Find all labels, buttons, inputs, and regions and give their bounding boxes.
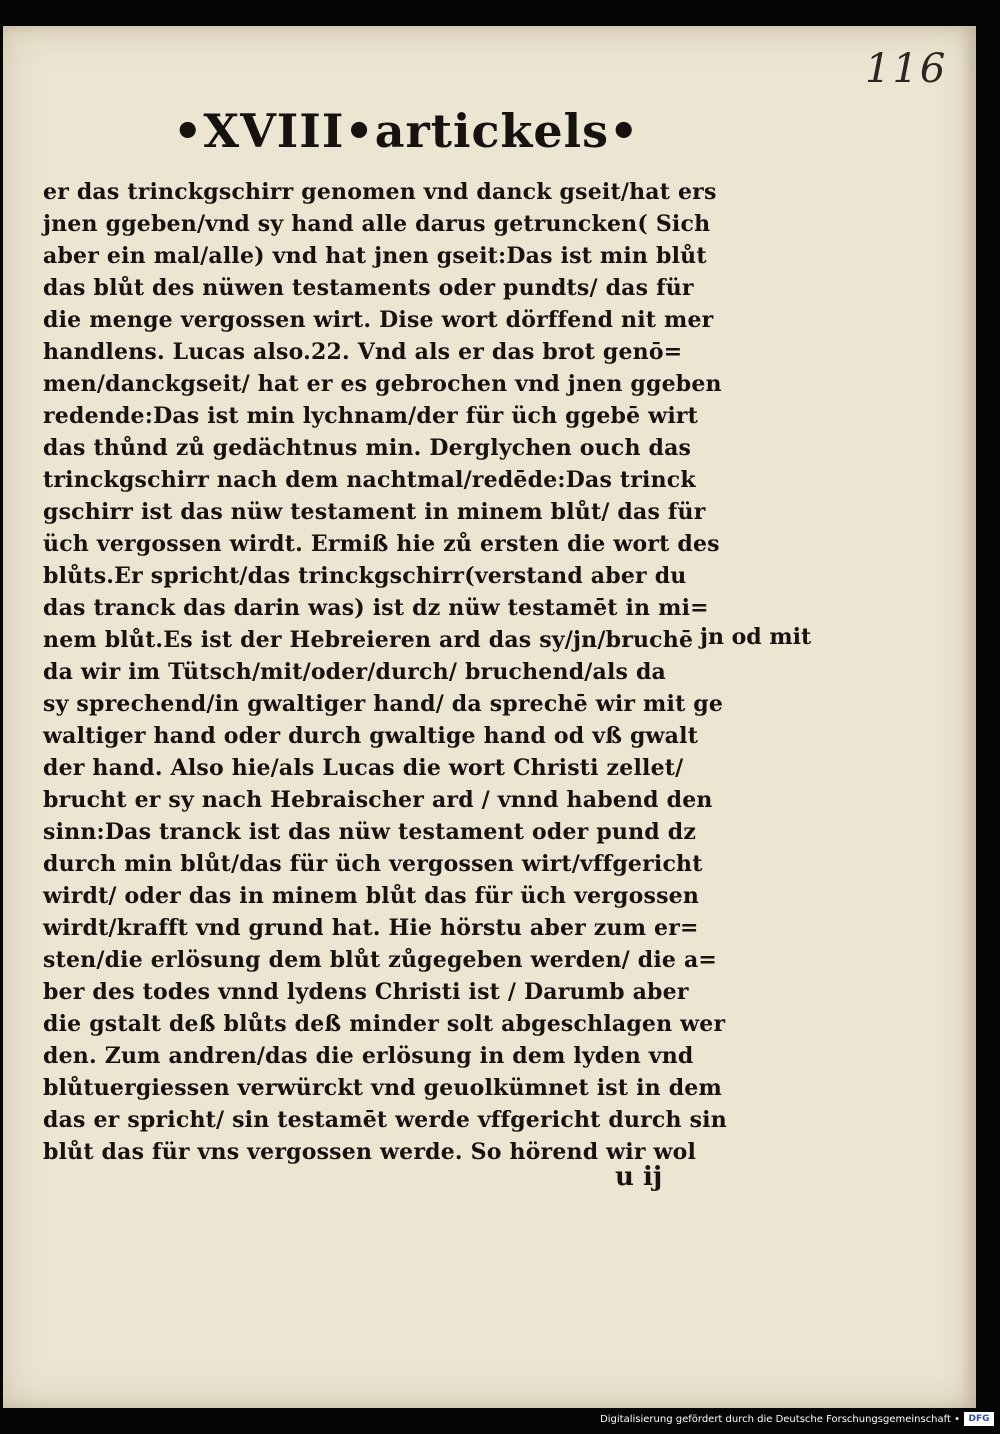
margin-note: jn od mit: [700, 624, 812, 650]
text-line: blůts.Er spricht/das trinckgschirr(verstand aber du: [43, 563, 687, 589]
text-line: blůtuergiessen verwürckt vnd geuolkümnet ist in dem: [43, 1075, 722, 1101]
text-line: sten/die erlösung dem blůt zůgegeben werden/ die a=: [43, 947, 718, 973]
text-line: nem blůt.Es ist der Hebreieren ard das sy/jn/bruchē: [43, 627, 694, 653]
text-line: handlens. Lucas also.22. Vnd als er das brot genō=: [43, 339, 683, 365]
text-line: sinn:Das tranck ist das nüw testament oder pund dz: [43, 819, 697, 845]
text-line: wirdt/ oder das in minem blůt das für üch vergossen: [43, 883, 700, 909]
text-line: die menge vergossen wirt. Dise wort dörffend nit mer: [43, 307, 714, 333]
text-line: da wir im Tütsch/mit/oder/durch/ bruchend/als da: [43, 659, 667, 685]
folio-number: 116: [865, 46, 948, 92]
text-line: gschirr ist das nüw testament in minem blůt/ das für: [43, 499, 706, 525]
text-line: das thůnd zů gedächtnus min. Derglychen ouch das: [43, 435, 692, 461]
text-line: üch vergossen wirdt. Ermiß hie zů ersten die wort des: [43, 531, 720, 557]
text-line: die gstalt deß blůts deß minder solt abgeschlagen wer: [43, 1011, 726, 1037]
page-heading: •XVIII•artickels•: [173, 104, 640, 158]
text-line: waltiger hand oder durch gwaltige hand od vß gwalt: [43, 723, 699, 749]
text-line: men/danckgseit/ hat er es gebrochen vnd jnen ggeben: [43, 371, 722, 397]
text-line: der hand. Also hie/als Lucas die wort Christi zellet/: [43, 755, 684, 781]
dfg-logo: DFG: [964, 1412, 994, 1426]
text-line: brucht er sy nach Hebraischer ard / vnnd habend den: [43, 787, 713, 813]
text-line: das er spricht/ sin testamēt werde vffgericht durch sin: [43, 1107, 727, 1133]
text-line: wirdt/krafft vnd grund hat. Hie hörstu aber zum er=: [43, 915, 699, 941]
text-line: blůt das für vns vergossen werde. So hörend wir wol: [43, 1139, 697, 1165]
text-line: das tranck das darin was) ist dz nüw testamēt in mi=: [43, 595, 709, 621]
footer-credit: Digitalisierung gefördert durch die Deutsche Forschungsgemeinschaft •: [600, 1414, 960, 1425]
book-page: [3, 26, 976, 1408]
text-line: durch min blůt/das für üch vergossen wirt/vffgericht: [43, 851, 703, 877]
text-line: ber des todes vnnd lydens Christi ist / Darumb aber: [43, 979, 689, 1005]
text-line: sy sprechend/in gwaltiger hand/ da sprechē wir mit ge: [43, 691, 724, 717]
text-line: jnen ggeben/vnd sy hand alle darus getruncken( Sich: [43, 211, 711, 237]
signature-mark: u ij: [615, 1162, 663, 1192]
body-text: [43, 176, 727, 1168]
text-line: aber ein mal/alle) vnd hat jnen gseit:Das ist min blůt: [43, 243, 707, 269]
text-line: er das trinckgschirr genomen vnd danck gseit/hat ers: [43, 179, 717, 205]
text-line: redende:Das ist min lychnam/der für üch ggebē wirt: [43, 403, 699, 429]
text-line: trinckgschirr nach dem nachtmal/redēde:Das trinck: [43, 467, 696, 493]
text-line: das blůt des nüwen testaments oder pundts/ das für: [43, 275, 694, 301]
text-line: den. Zum andren/das die erlösung in dem lyden vnd: [43, 1043, 694, 1069]
